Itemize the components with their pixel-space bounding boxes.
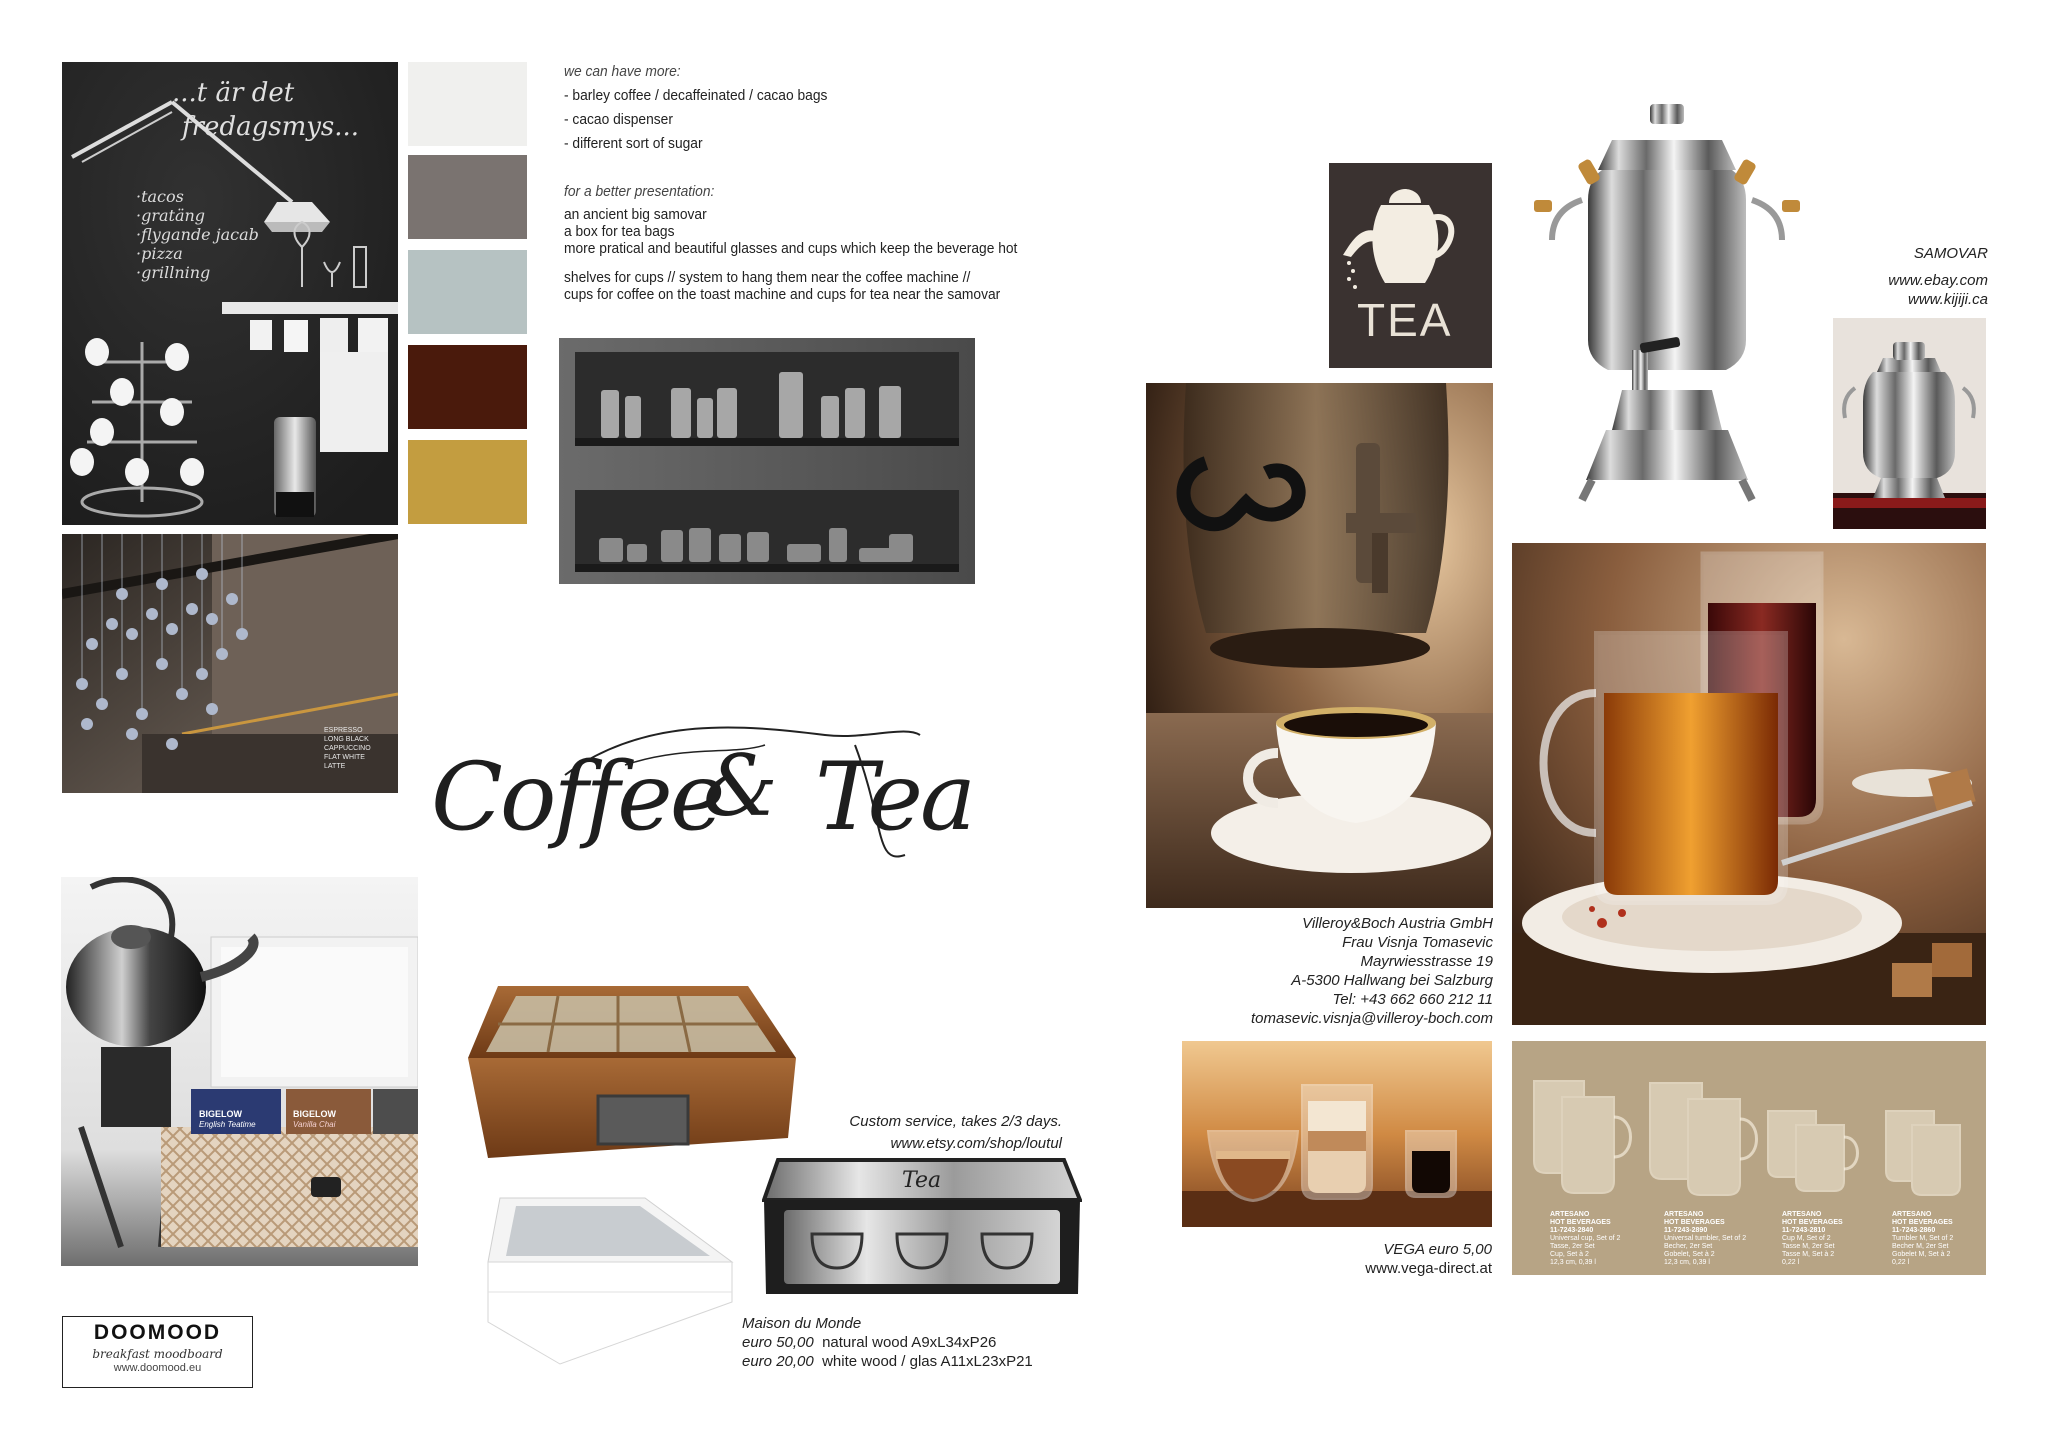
artesano-brand: ARTESANO xyxy=(1664,1211,1704,1218)
wooden-tea-box xyxy=(458,978,798,1178)
villeroy-line: Mayrwiesstrasse 19 xyxy=(1360,953,1493,970)
tea-glasses-photo xyxy=(1512,543,1986,1025)
etsy-caption xyxy=(800,1112,1062,1153)
cafe-menu-item: FLAT WHITE xyxy=(324,754,365,761)
artesano-desc: 0,22 l xyxy=(1782,1259,1800,1266)
tea-glasses-illustration xyxy=(1512,543,1986,1025)
palette-swatch-2 xyxy=(408,155,527,239)
tin-label: Tea xyxy=(902,1168,942,1193)
chalkboard-item: ·pizza xyxy=(136,244,183,263)
maison-row xyxy=(742,1333,1033,1352)
artesano-desc: Tasse, 2er Set xyxy=(1550,1243,1595,1250)
silver-tea-tin xyxy=(762,1158,1082,1298)
artesano-desc: Becher, 2er Set xyxy=(1664,1243,1713,1250)
cafe-menu-item: LONG BLACK xyxy=(324,736,369,743)
artesano-desc: Tasse M, 2er Set xyxy=(1782,1243,1835,1250)
logo-url: www.doomood.eu xyxy=(113,1362,202,1374)
artesano-line: HOT BEVERAGES xyxy=(1664,1219,1725,1226)
artesano-desc: Cup, Set à 2 xyxy=(1550,1251,1589,1258)
vega-price: VEGA euro 5,00 xyxy=(1383,1241,1492,1258)
vega-url[interactable]: www.vega-direct.at xyxy=(1365,1260,1492,1277)
villeroy-line: Villeroy&Boch Austria GmbH xyxy=(1302,915,1493,932)
etsy-caption-link[interactable]: www.etsy.com/shop/loutul xyxy=(890,1135,1062,1152)
maison-desc: white wood / glas A11xL23xP21 xyxy=(822,1353,1033,1370)
samovar-link[interactable]: www.ebay.com xyxy=(1888,272,1988,289)
tea-bag-label: BIGELOW xyxy=(293,1109,336,1119)
title-ampersand: & xyxy=(703,737,778,835)
artesano-desc: Gobelet M, Set à 2 xyxy=(1892,1251,1951,1258)
villeroy-email[interactable]: tomasevic.visnja@villeroy-boch.com xyxy=(1251,1010,1493,1027)
chalkboard-photo xyxy=(62,62,398,525)
tea-bag-label: BIGELOW xyxy=(199,1109,242,1119)
villeroy-line: Frau Visnja Tomasevic xyxy=(1342,934,1493,951)
samovar-coffee-illustration xyxy=(1146,383,1493,908)
artesano-desc: Universal tumbler, Set of 2 xyxy=(1664,1235,1747,1242)
chalkboard-item: ·flygande jacab xyxy=(136,225,259,244)
artesano-line: HOT BEVERAGES xyxy=(1892,1219,1953,1226)
artesano-item xyxy=(1664,1211,1746,1267)
maison-price: euro 20,00 xyxy=(742,1353,814,1370)
artesano-brand: ARTESANO xyxy=(1550,1211,1590,1218)
maison-title: Maison du Monde xyxy=(742,1315,862,1332)
palette-swatch-4 xyxy=(408,345,527,429)
samovar-coffee-photo xyxy=(1146,383,1493,908)
villeroy-line: Tel: +43 662 660 212 11 xyxy=(1332,991,1493,1008)
chalkboard-item: ·tacos xyxy=(136,187,184,206)
notes-presentation-heading: for a better presentation: xyxy=(564,183,715,200)
artesano-code: 11-7243-2810 xyxy=(1782,1227,1826,1234)
shelves-illustration xyxy=(559,338,975,584)
samovar-caption xyxy=(1760,244,1988,309)
notes-more xyxy=(564,60,827,156)
shelves-photo xyxy=(559,338,975,584)
artesano-line: HOT BEVERAGES xyxy=(1550,1219,1611,1226)
notes-presentation xyxy=(564,180,1017,303)
chalkboard-menu xyxy=(136,187,259,282)
tea-poster xyxy=(1329,163,1492,368)
artesano-desc: 12,3 cm, 0,39 l xyxy=(1664,1259,1710,1266)
artesano-code: 11-7243-2890 xyxy=(1664,1227,1708,1234)
page-title xyxy=(425,705,1005,885)
maison-desc: natural wood A9xL34xP26 xyxy=(822,1334,997,1351)
samovar-caption-title: SAMOVAR xyxy=(1913,245,1988,262)
notes-more-item: - cacao dispenser xyxy=(564,111,673,128)
kettle-teabox-photo xyxy=(61,877,418,1266)
artesano-desc: Becher M, 2er Set xyxy=(1892,1243,1949,1250)
vega-cups-illustration xyxy=(1182,1041,1492,1227)
artesano-desc: Universal cup, Set of 2 xyxy=(1550,1235,1621,1242)
notes-presentation-line: more pratical and beautiful glasses and cups which keep the beverage hot xyxy=(564,240,1018,257)
samovar-small-photo xyxy=(1833,318,1986,529)
artesano-desc: Tumbler M, Set of 2 xyxy=(1892,1235,1954,1242)
vega-cups-photo xyxy=(1182,1041,1492,1227)
chalkboard-item: ·gratäng xyxy=(136,206,206,225)
notes-presentation-line: an ancient big samovar xyxy=(564,206,707,223)
artesano-desc: Tasse M, Set à 2 xyxy=(1782,1251,1835,1258)
notes-more-item: - barley coffee / decaffeinated / cacao bags xyxy=(564,87,828,104)
tea-bag-label: English Teatime xyxy=(199,1120,256,1129)
title-part-coffee: Coffee xyxy=(431,743,723,852)
tea-bag-label: Vanilla Chai xyxy=(293,1120,336,1129)
chalkboard-text xyxy=(132,76,359,144)
artesano-desc: 0,22 l xyxy=(1892,1259,1910,1266)
palette-swatch-5 xyxy=(408,440,527,524)
cafe-cups-photo xyxy=(62,534,398,793)
cafe-menu-board xyxy=(324,726,371,771)
maison-price: euro 50,00 xyxy=(742,1334,814,1351)
cafe-menu-item: LATTE xyxy=(324,763,346,770)
chalkboard-line-2: fredagsmys... xyxy=(182,112,360,142)
artesano-item xyxy=(1892,1211,1953,1267)
notes-more-item: - different sort of sugar xyxy=(564,135,703,152)
palette-swatch-1 xyxy=(408,62,527,146)
chalkboard-line-1: ...t är det xyxy=(172,78,295,108)
artesano-code: 11-7243-2860 xyxy=(1892,1227,1936,1234)
artesano-desc: Gobelet, Set à 2 xyxy=(1664,1251,1715,1258)
vega-caption xyxy=(1182,1240,1492,1278)
logo-brand: DOOMOOD xyxy=(93,1321,222,1344)
chalkboard-item: ·grillning xyxy=(136,263,211,282)
artesano-products xyxy=(1512,1041,1986,1275)
samovar-small-illustration xyxy=(1833,318,1986,529)
artesano-desc: 12,3 cm, 0,39 l xyxy=(1550,1259,1596,1266)
tea-poster-label: TEA xyxy=(1357,294,1453,346)
cafe-menu-item: CAPPUCCINO xyxy=(324,745,371,752)
white-tea-box xyxy=(470,1192,735,1367)
artesano-line: HOT BEVERAGES xyxy=(1782,1219,1843,1226)
artesano-code: 11-7243-2840 xyxy=(1550,1227,1594,1234)
doomood-logo[interactable] xyxy=(62,1316,253,1388)
kettle-teabox-illustration xyxy=(61,877,418,1266)
artesano-brand: ARTESANO xyxy=(1782,1211,1822,1218)
artesano-desc: Cup M, Set of 2 xyxy=(1782,1235,1831,1242)
artesano-item xyxy=(1550,1211,1620,1267)
title-part-tea: Tea xyxy=(815,743,974,852)
logo-tagline: breakfast moodboard xyxy=(92,1347,223,1361)
wooden-tea-box-illustration xyxy=(458,978,798,1178)
artesano-item xyxy=(1782,1211,1843,1267)
villeroy-caption xyxy=(1160,914,1493,1028)
maison-caption xyxy=(742,1314,1033,1371)
notes-shelves-line: shelves for cups // system to hang them near the coffee machine // xyxy=(564,269,971,286)
samovar-link[interactable]: www.kijiji.ca xyxy=(1907,291,1988,308)
notes-shelves-line: cups for coffee on the toast machine and cups for tea near the samovar xyxy=(564,286,1001,303)
artesano-brand: ARTESANO xyxy=(1892,1211,1932,1218)
maison-row xyxy=(742,1352,1033,1371)
notes-presentation-line: a box for tea bags xyxy=(564,223,675,240)
villeroy-line: A-5300 Hallwang bei Salzburg xyxy=(1291,972,1493,989)
etsy-caption-line-1: Custom service, takes 2/3 days. xyxy=(849,1113,1062,1130)
white-tea-box-illustration xyxy=(470,1192,735,1367)
palette-swatch-3 xyxy=(408,250,527,334)
notes-more-heading: we can have more: xyxy=(564,63,681,80)
cafe-menu-item: ESPRESSO xyxy=(324,727,363,734)
